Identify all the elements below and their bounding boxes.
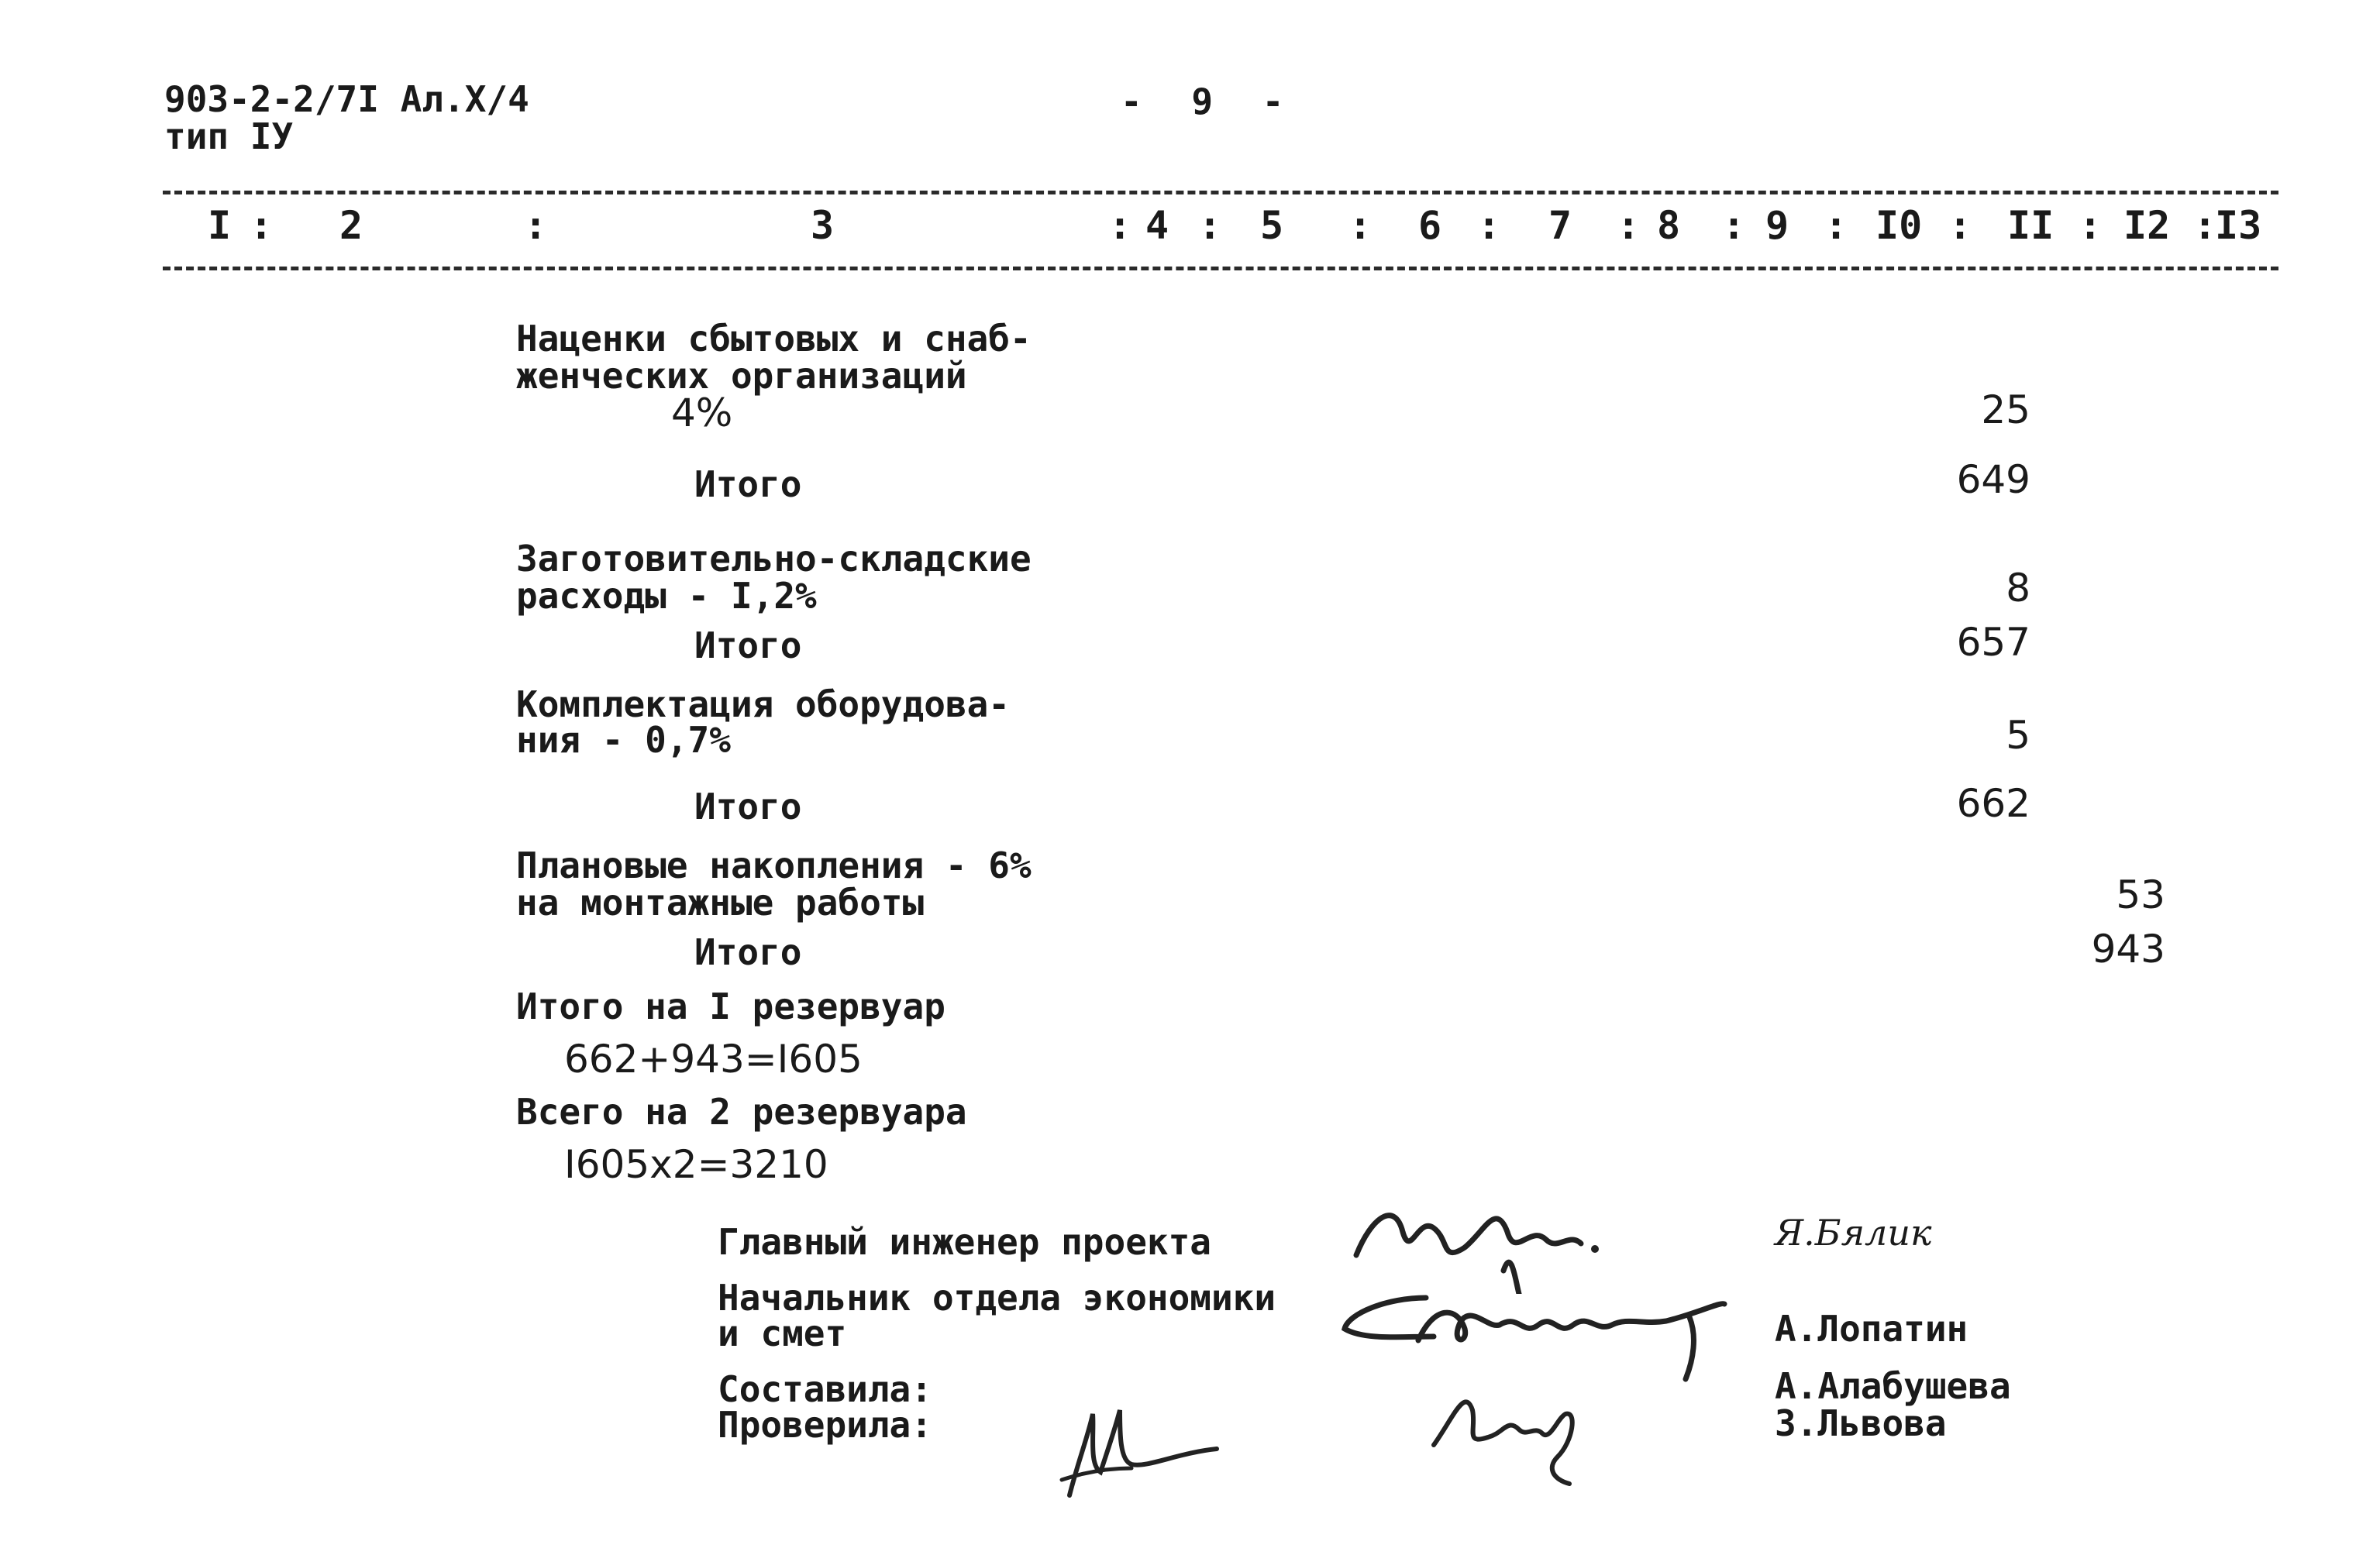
compiled-by-label: Составила:	[718, 1368, 932, 1410]
head-dept-title: Начальник отдела экономики	[718, 1277, 1276, 1319]
subtotal-value: 662	[1956, 781, 2030, 826]
column-separator: :	[524, 203, 548, 248]
subtotal-label: Итого	[694, 463, 802, 505]
subtotal-value: 657	[1956, 620, 2030, 665]
document-type: тип IУ	[164, 115, 294, 157]
per-tank-label: Итого на I резервуар	[516, 986, 945, 1027]
column-number: 3	[811, 203, 835, 248]
markup-percent: 4%	[671, 390, 733, 435]
storage-label: расходы - I,2%	[516, 575, 817, 617]
planned-savings-label: Плановые накопления - 6%	[516, 845, 1032, 886]
column-number: 8	[1657, 203, 1681, 248]
planned-savings-label: на монтажные работы	[516, 882, 925, 924]
column-number: 2	[339, 203, 363, 248]
page-number: - 9 -	[1121, 81, 1298, 122]
column-separator: :	[250, 203, 274, 248]
column-number: I0	[1875, 203, 1923, 248]
column-separator: :	[1824, 203, 1848, 248]
column-number: I	[208, 203, 232, 248]
all-tanks-label: Всего на 2 резервуара	[516, 1091, 967, 1133]
column-separator: :	[1108, 203, 1132, 248]
subtotal-value: 943	[2091, 927, 2165, 972]
column-separator: :	[1348, 203, 1373, 248]
head-dept-title: и смет	[718, 1312, 847, 1354]
column-separator: :	[1948, 203, 1972, 248]
header-bottom-rule	[163, 267, 2278, 270]
chief-engineer-name: Я.Бялик	[1775, 1212, 1932, 1254]
equipment-label: ния - 0,7%	[516, 719, 731, 761]
equipment-value: 5	[2006, 713, 2030, 758]
column-number: I3	[2215, 203, 2262, 248]
planned-savings-value: 53	[2116, 872, 2165, 917]
column-number: II	[2007, 203, 2055, 248]
checked-by-label: Проверила:	[718, 1404, 932, 1446]
signature-compiler	[1418, 1371, 1596, 1488]
signature-head-dept	[1333, 1282, 1736, 1383]
storage-label: Заготовительно-складские	[516, 538, 1032, 580]
column-separator: :	[1722, 203, 1746, 248]
equipment-label: Комплектация оборудова-	[516, 683, 1010, 725]
document-code: 903-2-2/7I Ал.X/4	[164, 78, 529, 120]
header-top-rule	[163, 191, 2278, 194]
markup-value: 25	[1981, 387, 2030, 432]
column-number: 4	[1145, 203, 1169, 248]
column-separator: :	[1477, 203, 1501, 248]
chief-engineer-title: Главный инженер проекта	[718, 1221, 1211, 1263]
column-separator: :	[2193, 203, 2217, 248]
signature-checker	[1046, 1387, 1240, 1503]
column-number: 7	[1548, 203, 1572, 248]
column-number: 9	[1765, 203, 1789, 248]
markup-label: Наценки сбытовых и снаб-	[516, 318, 1032, 360]
column-separator: :	[1198, 203, 1222, 248]
per-tank-formula: 662+943=I605	[564, 1037, 863, 1082]
checked-by-name: З.Львова	[1775, 1402, 1947, 1444]
column-number: 5	[1260, 203, 1284, 248]
subtotal-label: Итого	[694, 624, 802, 666]
all-tanks-formula: I605x2=3210	[564, 1142, 828, 1187]
subtotal-label: Итого	[694, 931, 802, 973]
head-dept-name: А.Лопатин	[1775, 1308, 1968, 1350]
subtotal-value: 649	[1956, 457, 2030, 502]
storage-value: 8	[2006, 566, 2030, 611]
markup-label: женческих организаций	[516, 355, 967, 397]
column-separator: :	[1617, 203, 1641, 248]
column-number: I2	[2123, 203, 2171, 248]
column-separator: :	[2079, 203, 2103, 248]
column-number: 6	[1418, 203, 1442, 248]
signature-chief-engineer	[1348, 1185, 1604, 1294]
compiled-by-name: А.Алабушева	[1775, 1365, 2011, 1407]
subtotal-label: Итого	[694, 786, 802, 827]
